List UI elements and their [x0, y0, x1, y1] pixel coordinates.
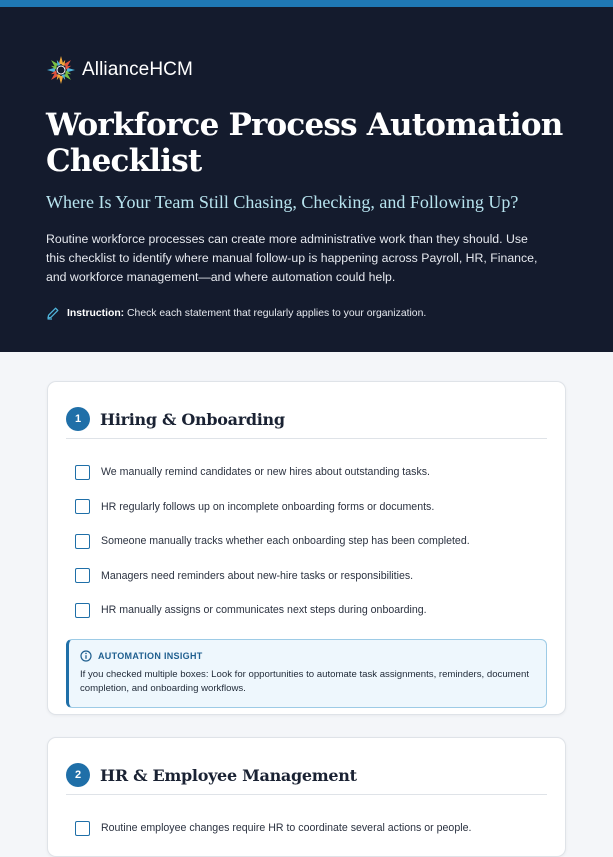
- checkbox[interactable]: [75, 603, 90, 618]
- checkbox[interactable]: [75, 465, 90, 480]
- checklist: [48, 795, 565, 846]
- page-title-line-1: Workforce Process Automation: [46, 107, 563, 143]
- section-card-hiring-onboarding: [47, 381, 566, 715]
- top-accent-bar: [0, 0, 613, 7]
- insight-header: [80, 650, 534, 662]
- instruction-line: [46, 306, 567, 320]
- intro-paragraph: Routine workforce processes can create more administrative work than they should. Use this checklist to identify where manual follow-up is happening across Payroll, HR, Finance, and workforce management—and where automation could help.: [46, 232, 538, 284]
- checkbox[interactable]: [75, 568, 90, 583]
- checklist-item[interactable]: [48, 455, 565, 490]
- checklist-item[interactable]: [48, 524, 565, 559]
- section-number-badge: 1: [66, 407, 90, 431]
- page-subtitle: Where Is Your Team Still Chasing, Checking, and Following Up?: [46, 192, 519, 212]
- checkbox[interactable]: [75, 534, 90, 549]
- instruction-text: Check each statement that regularly applies to your organization.: [127, 307, 427, 319]
- info-icon: [80, 650, 92, 662]
- section-number-badge: 2: [66, 763, 90, 787]
- checklist-item-text: HR manually assigns or communicates next steps during onboarding.: [101, 604, 427, 617]
- star-burst-logo-icon: [46, 55, 76, 85]
- section-header: [48, 382, 565, 438]
- brand: [46, 55, 567, 85]
- checklist-item[interactable]: [48, 811, 565, 846]
- section-title: HR & Employee Management: [100, 765, 357, 785]
- pencil-icon: [46, 306, 60, 320]
- checklist-item[interactable]: [48, 559, 565, 594]
- section-card-hr-employee-management: [47, 737, 566, 857]
- checklist-item-text: We manually remind candidates or new hires about outstanding tasks.: [101, 466, 430, 479]
- checklist-item-text: Someone manually tracks whether each onboarding step has been completed.: [101, 535, 470, 548]
- checklist-item-text: Routine employee changes require HR to coordinate several actions or people.: [101, 822, 472, 835]
- page-title: [46, 107, 567, 179]
- insight-label: AUTOMATION INSIGHT: [98, 650, 203, 661]
- automation-insight-box: [66, 639, 547, 708]
- brand-name: AllianceHCM: [82, 59, 193, 80]
- instruction-label: Instruction:: [67, 307, 125, 319]
- checklist: [48, 439, 565, 628]
- checklist-item-text: Managers need reminders about new-hire tasks or responsibilities.: [101, 569, 414, 582]
- checkbox[interactable]: [75, 499, 90, 514]
- checkbox[interactable]: [75, 821, 90, 836]
- section-title: Hiring & Onboarding: [100, 409, 285, 429]
- page-title-line-2: Checklist: [46, 143, 202, 179]
- checklist-item[interactable]: [48, 490, 565, 525]
- checklist-item-text: HR regularly follows up on incomplete onboarding forms or documents.: [101, 500, 435, 513]
- checklist-item[interactable]: [48, 593, 565, 628]
- insight-text: If you checked multiple boxes: Look for opportunities to automate task assignments, reminders, document completion, and onboarding workflows.: [80, 668, 530, 694]
- hero-banner: [0, 7, 613, 352]
- section-header: [48, 738, 565, 794]
